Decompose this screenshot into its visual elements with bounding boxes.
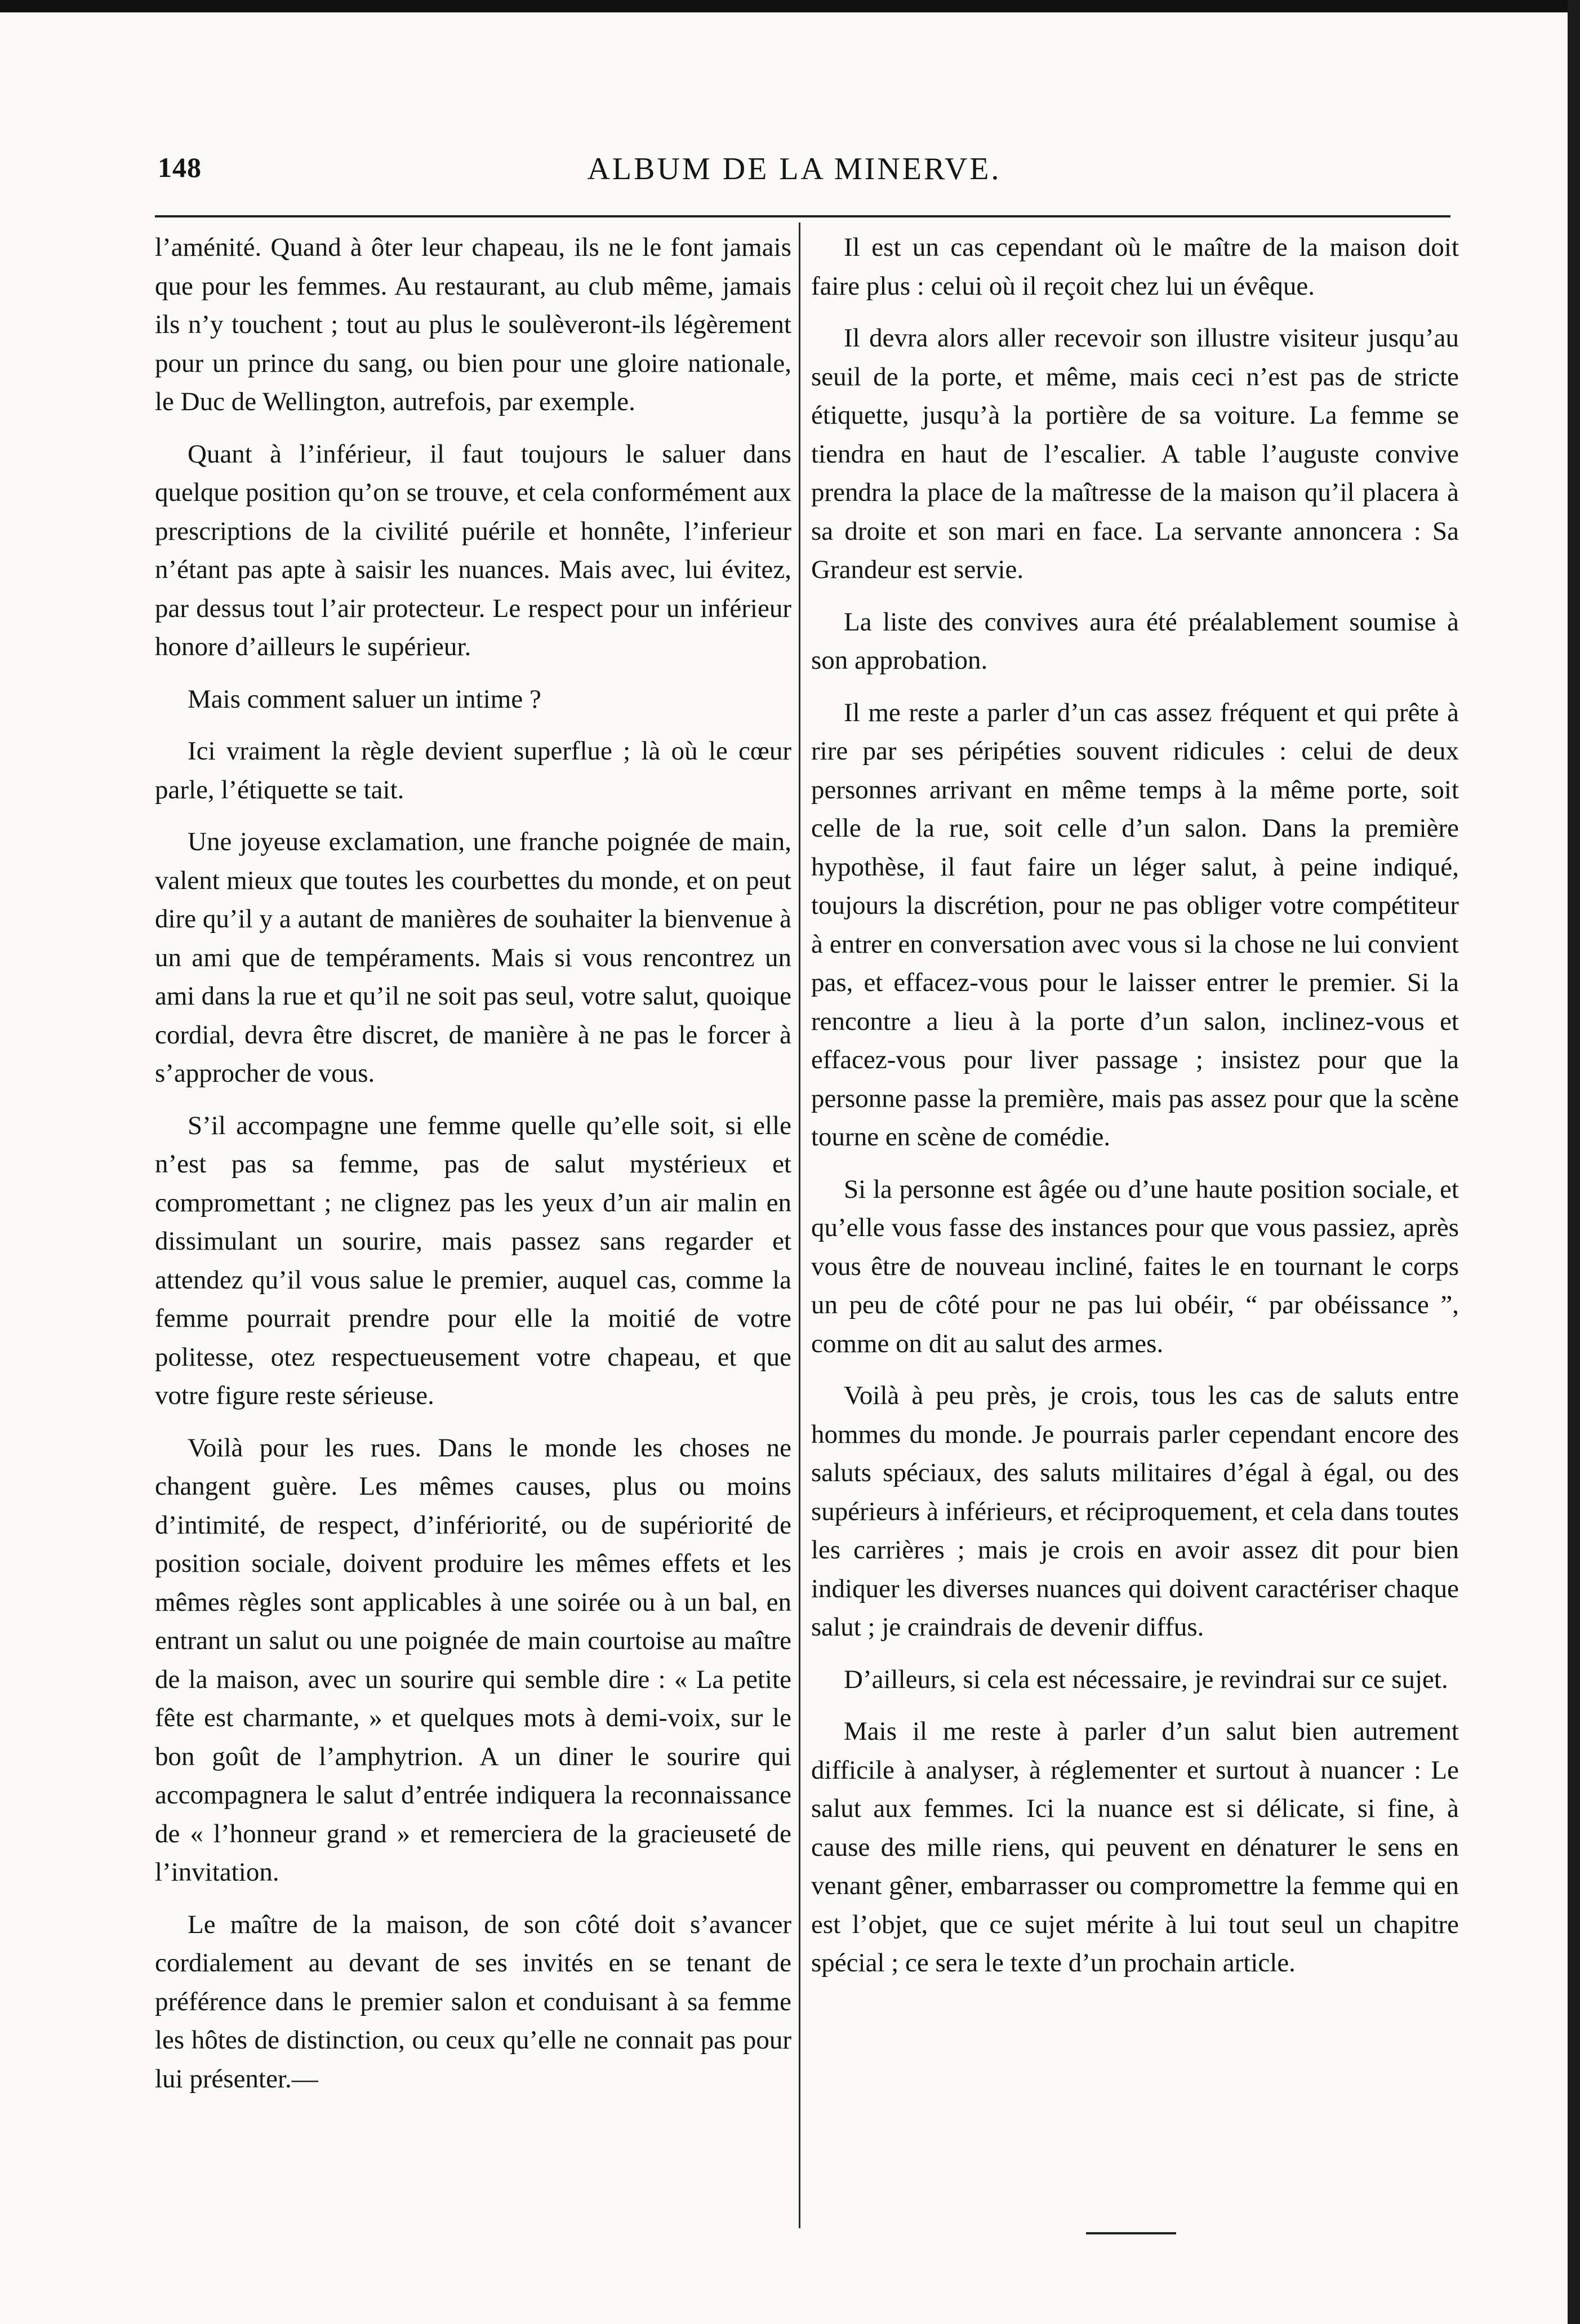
header-rule	[155, 215, 1450, 217]
column-divider	[799, 223, 800, 2228]
paragraph: Mais comment saluer un intime ?	[188, 684, 541, 714]
paragraph: Ici vraiment la règle devient superflue ; là où le cœur parle, l’étiquette se tait.	[155, 736, 791, 805]
right-column	[811, 228, 1459, 1996]
paragraph: Voilà pour les rues. Dans le monde les choses ne changent guère. Les mêmes causes, plus ou moins d’intimité, de respect, d’infériorité, ou de supériorité de position sociale, doivent produire les mêmes effets et les mêmes règles sont applicables à une soirée ou à un bal, en entrant un salut ou une poignée de main courtoise au maître de la maison, avec un sourire qui semble dire : « La petite fête est charmante, » et quelques mots à demi-voix, sur le bon goût de l’amphytrion. A un diner le sourire qui accompagnera le salut d’entrée indiquera la reconnaissance de « l’honneur grand » et remerciera de la gracieuseté de l’invitation.	[155, 1433, 791, 1887]
paragraph: Mais il me reste à parler d’un salut bien autrement difficile à analyser, à réglementer et surtout à nuancer : Le salut aux femmes. Ici la nuance est si délicate, si fine, à cause des mille riens, qui peuvent en dénaturer le sens en venant gêner, embarrasser ou compromettre la femme qui en est l’objet, que ce sujet mérite à lui tout seul un chapitre spécial ; ce sera le texte d’un prochain article.	[811, 1717, 1459, 1978]
top-border	[0, 0, 1580, 12]
page-header	[158, 151, 1431, 196]
paragraph: Il me reste a parler d’un cas assez fréquent et qui prête à rire par ses péripéties souvent ridicules : celui de deux personnes arrivant en même temps à la même porte, soit celle de la rue, soit celle d’un salon. Dans la première hypothèse, il faut faire un léger salut, à peine indiqué, toujours la discrétion, pour ne pas obliger votre compétiteur à entrer en conversation avec vous si la chose ne lui convient pas, et effacez-vous pour le laisser entrer le premier. Si la rencontre a lieu à la porte d’un salon, inclinez-vous et effacez-vous pour liver passage ; insistez pour que la personne passe la première, mais pas assez pour que la scène tourne en scène de comédie.	[811, 697, 1459, 1152]
paragraph: Si la personne est âgée ou d’une haute position sociale, et qu’elle vous fasse des instances pour que vous passiez, après vous être de nouveau incliné, faites le en tournant le corps un peu de côté pour ne pas lui obéir, “ par obéissance ”, comme on dit au salut des armes.	[811, 1174, 1459, 1358]
paragraph: S’il accompagne une femme quelle qu’elle soit, si elle n’est pas sa femme, pas de salut mystérieux et compromettant ; ne clignez pas les yeux d’un air malin en dissimulant un sourire, mais passez sans regarder et attendez qu’il vous salue le premier, auquel cas, comme la femme pourrait prendre pour elle la moitié de votre politesse, otez respectueusement votre chapeau, et que votre figure reste sérieuse.	[155, 1110, 791, 1410]
article-end-rule	[1086, 2232, 1176, 2234]
right-border	[1568, 0, 1580, 2324]
paragraph: D’ailleurs, si cela est nécessaire, je revindrai sur ce sujet.	[844, 1664, 1448, 1694]
paragraph: Il est un cas cependant où le maître de la maison doit faire plus : celui où il reçoit chez lui un évêque.	[811, 233, 1459, 301]
paragraph: Une joyeuse exclamation, une franche poignée de main, valent mieux que toutes les courbettes du monde, et on peut dire qu’il y a autant de manières de souhaiter la bienvenue à un ami que de tempéraments. Mais si vous rencontrez un ami dans la rue et qu’il ne soit pas seul, votre salut, quoique cordial, devra être discret, de manière à ne pas le forcer à s’approcher de vous.	[155, 827, 791, 1088]
left-column	[155, 228, 791, 2112]
paragraph: Voilà à peu près, je crois, tous les cas de saluts entre hommes du monde. Je pourrais parler cependant encore des saluts spéciaux, des saluts militaires d’égal à égal, ou des supérieurs à inférieurs, et réciproquement, et cela dans toutes les carrières ; mais je crois en avoir assez dit pour bien indiquer les diverses nuances qui doivent caractériser chaque salut ; je craindrais de devenir diffus.	[811, 1381, 1459, 1642]
paragraph: l’aménité. Quand à ôter leur chapeau, ils ne le font jamais que pour les femmes. Au restaurant, au club même, jamais ils n’y touchent ; tout au plus le soulèveront-ils légèrement pour un prince du sang, ou bien pour une gloire nationale, le Duc de Wellington, autrefois, par exemple.	[155, 233, 791, 416]
page-number: 148	[158, 152, 202, 183]
paragraph: Il devra alors aller recevoir son illustre visiteur jusqu’au seuil de la porte, et même, mais ceci n’est pas de stricte étiquette, jusqu’à la portière de sa voiture. La femme se tiendra en haut de l’escalier. A table l’auguste convive prendra la place de la maîtresse de la maison qu’il placera à sa droite et son mari en face. La servante annoncera : Sa Grandeur est servie.	[811, 323, 1459, 584]
paragraph: La liste des convives aura été préalablement soumise à son approbation.	[811, 607, 1459, 675]
paragraph: Le maître de la maison, de son côté doit s’avancer cordialement au devant de ses invités en se tenant de préférence dans le premier salon et conduisant à sa femme les hôtes de distinction, ou ceux qu’elle ne connait pas pour lui présenter.—	[155, 1909, 791, 2094]
journal-title: ALBUM DE LA MINERVE.	[587, 152, 1002, 186]
paragraph: Quant à l’inférieur, il faut toujours le saluer dans quelque position qu’on se trouve, et cela conformément aux prescriptions de la civilité puérile et honnête, l’inferieur n’étant pas apte à saisir les nuances. Mais avec, lui évitez, par dessus tout l’air protecteur. Le respect pour un inférieur honore d’ailleurs le supérieur.	[155, 439, 791, 661]
